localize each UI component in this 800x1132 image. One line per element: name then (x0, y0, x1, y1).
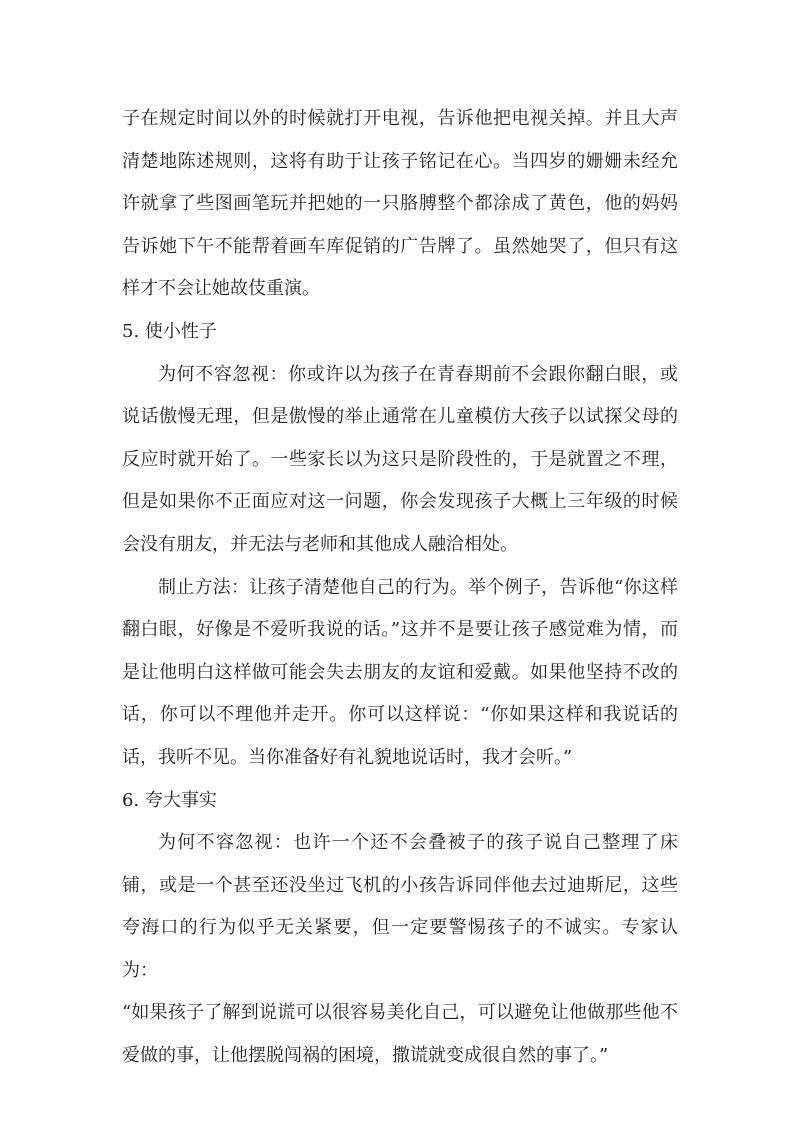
paragraph-how-to-stop-5: 制止方法：让孩子清楚他自己的行为。举个例子，告诉他“你这样翻白眼，好像是不爱听我说的话。”这并不是要让孩子感觉难为情，而是让他明白这样做可能会失去朋友的友谊和爱戴。如果他坚持不改的话，你可以不理他并走开。你可以这样说：“你如果这样和我说话的话，我听不见。当你准备好有礼貌地说话时，我才会听。” (122, 576, 678, 768)
document-body (122, 98, 678, 1078)
section-heading-5: 5. 使小性子 (122, 320, 217, 342)
paragraph-expert-quote: “如果孩子了解到说谎可以很容易美化自己，可以避免让他做那些他不爱做的事，让他摆脱闯祸的困境，撒谎就变成很自然的事了。” (122, 1002, 678, 1067)
paragraph-why-not-ignore-5: 为何不容忽视：你或许以为孩子在青春期前不会跟你翻白眼，或说话傲慢无理，但是傲慢的举止通常在儿童模仿大孩子以试探父母的反应时就开始了。一些家长以为这只是阶段性的，于是就置之不理，但是如果你不正面应对这一问题，你会发现孩子大概上三年级的时候会没有朋友，并无法与老师和其他成人融洽相处。 (122, 363, 678, 555)
paragraph-continuation: 子在规定时间以外的时候就打开电视，告诉他把电视关掉。并且大声清楚地陈述规则，这将有助于让孩子铭记在心。当四岁的姗姗未经允许就拿了些图画笔玩并把她的一只胳膊整个都涂成了黄色，他的妈妈告诉她下午不能帮着画车库促销的广告牌了。虽然她哭了，但只有这样才不会让她故伎重演。 (122, 108, 678, 300)
paragraph-why-not-ignore-6: 为何不容忽视：也许一个还不会叠被子的孩子说自己整理了床铺，或是一个甚至还没坐过飞机的小孩告诉同伴他去过迪斯尼，这些夸海口的行为似乎无关紧要，但一定要警惕孩子的不诚实。专家认为： (122, 832, 678, 981)
section-heading-6: 6. 夸大事实 (122, 789, 217, 811)
